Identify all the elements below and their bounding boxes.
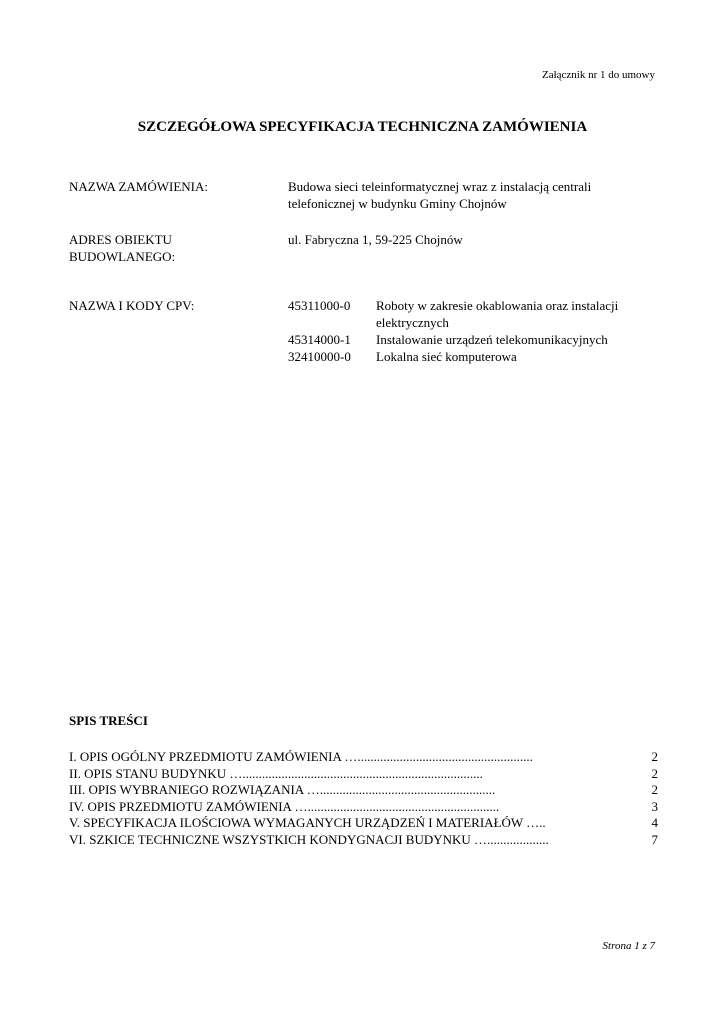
- toc-item-text: V. SPECYFIKACJA ILOŚCIOWA WYMAGANYCH URZĄDZEŃ I MATERIAŁÓW …..: [69, 815, 546, 830]
- toc-item-page: 2: [651, 749, 658, 764]
- toc-item-page: 2: [651, 782, 658, 797]
- address-label: [69, 231, 175, 265]
- cpv-code: 32410000-0: [288, 349, 351, 364]
- order-name-line2: telefonicznej w budynku Gminy Chojnów: [288, 196, 507, 211]
- toc-item-text: II. OPIS STANU BUDYNKU …..........................................................................: [69, 765, 483, 781]
- toc-item: [69, 782, 658, 799]
- toc-item-text: IV. OPIS PRZEDMIOTU ZAMÓWIENIA …...........................................................: [69, 798, 500, 814]
- order-name-line1: Budowa sieci teleinformatycznej wraz z instalacją centrali: [288, 179, 592, 194]
- toc-item-page: 2: [651, 765, 658, 781]
- table-of-contents: [69, 749, 658, 848]
- address-value: ul. Fabryczna 1, 59-225 Chojnów: [288, 232, 463, 247]
- toc-item-text: III. OPIS WYBRANIEGO ROZWIĄZANIA …......................................................: [69, 782, 496, 797]
- cpv-description: [376, 297, 666, 331]
- toc-item: [69, 766, 658, 783]
- toc-item: [69, 815, 658, 832]
- address-label-line2: BUDOWLANEGO:: [69, 249, 176, 264]
- cpv-code: 45311000-0: [288, 298, 351, 313]
- cpv-description: Instalowanie urządzeń telekomunikacyjnych: [376, 332, 608, 347]
- document-title: SZCZEGÓŁOWA SPECYFIKACJA TECHNICZNA ZAMÓWIENIA: [137, 119, 588, 135]
- toc-item: [69, 832, 658, 849]
- address-label-line1: ADRES OBIEKTU: [69, 232, 172, 247]
- toc-item-page: 3: [651, 798, 658, 814]
- toc-item-text: I. OPIS OGÓLNY PRZEDMIOTU ZAMÓWIENIA …......................................................: [69, 749, 533, 764]
- order-name-label: NAZWA ZAMÓWIENIA:: [69, 179, 209, 194]
- order-name-value: [288, 178, 668, 212]
- cpv-description-line2: elektrycznych: [376, 315, 449, 330]
- page-number: Strona 1 z 7: [602, 940, 655, 952]
- toc-item-page: 7: [651, 831, 658, 847]
- annex-note: Załącznik nr 1 do umowy: [541, 69, 655, 81]
- toc-title: SPIS TREŚCI: [69, 713, 148, 728]
- toc-item-page: 4: [651, 815, 658, 830]
- cpv-description: Lokalna sieć komputerowa: [376, 349, 517, 364]
- cpv-description-line1: Roboty w zakresie okablowania oraz instalacji: [376, 298, 619, 313]
- toc-item: [69, 799, 658, 816]
- toc-item: [69, 749, 658, 766]
- cpv-label: NAZWA I KODY CPV:: [69, 298, 195, 313]
- toc-item-text: VI. SZKICE TECHNICZNE WSZYSTKICH KONDYGNACJI BUDYNKU …...................: [69, 831, 549, 847]
- cpv-code: 45314000-1: [288, 332, 351, 347]
